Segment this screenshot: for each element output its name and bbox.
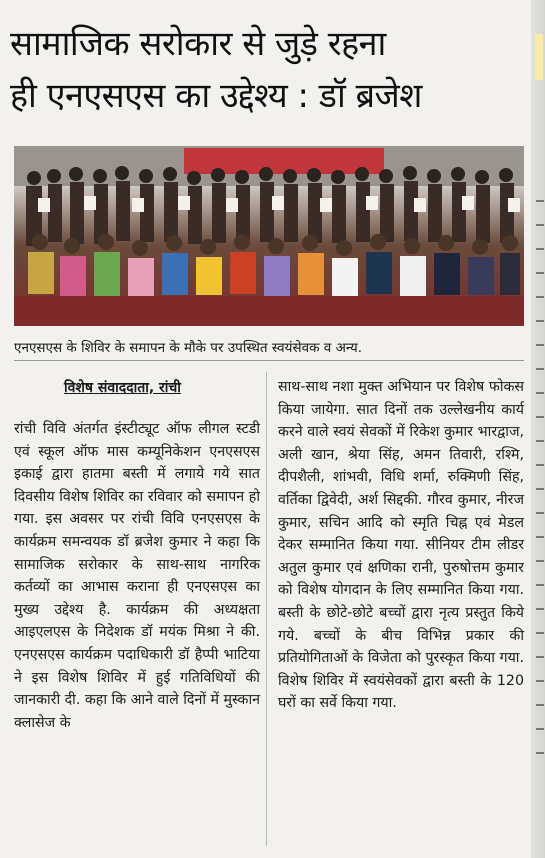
headline-line-2: ही एनएसएस का उद्देश्य : डॉ ब्रजेश [10,76,422,116]
article-body-right: साथ-साथ नशा मुक्त अभियान पर विशेष फोकस किया जायेगा. सात दिनों तक उल्लेखनीय कार्य करने वाले स्वयं सेवकों में रिकेश कुमार भारद्वाज, अली खान, श्रेया सिंह, अमन तिवारी, रश्मि, दीपशैली, शांभवी, विधि शर्मा, रुक्मिणी सिंह, वर्तिका द्विवेदी, अर्श सिद्दकी. गौरव कुमार, नीरज कुमार, सचिन आदि को स्मृति चिह्न एवं मेडल देकर सम्मानित किया गया. सीनियर टीम लीडर अतुल कुमार एवं क्षणिका रानी, पुरुषोत्तम कुमार को विशेष योगदान के लिए सम्मानित किया गया. बस्ती के छोटे-छोटे बच्चों द्वारा नृत्य प्रस्तुत किये गये. बच्चों के बीच विभिन्न प्रकार की प्रतियोगिताओं के विजेता को पुरस्कृत किया गया. विशेष शिविर में स्वयंसेवकों द्वारा बस्ती के 120 घरों का सर्वे किया गया. [278,379,524,712]
byline: विशेष संवाददाता, रांची [64,380,181,396]
headline [10,18,530,122]
headline-line-1: सामाजिक सरोकार से जुड़े रहना [10,24,386,64]
adjacent-page-tab [535,34,543,80]
group-photo-image [14,146,524,326]
adjacent-page-text-fragments [534,200,544,776]
adjacent-page-edge [531,0,545,858]
caption-divider [14,360,524,361]
article-column-left [14,418,260,734]
article-body-left: रांची विवि अंतर्गत इंस्टीट्यूट ऑफ लीगल स्टडी एवं स्कूल ऑफ मास कम्यूनिकेशन एनएसएस इकाई द्वारा हातमा बस्ती में लगाये गये सात दिवसीय विशेष शिविर का रविवार को समापन हो गया. इस अवसर पर रांची विवि एनएसएस के कार्यक्रम समन्वयक डॉ ब्रजेश कुमार ने कहा कि सामाजिक सरोकार के साथ-साथ नागरिक कर्तव्यों का आभास कराना ही एनएसएस का मुख्य उद्देश्य है. कार्यक्रम की अध्यक्षता आइएलएस के निदेशक डॉ मयंक मिश्रा ने की. एनएसएस कार्यक्रम पदाधिकारी डॉ हैप्पी भाटिया ने इस विशेष शिविर में हुई गतिविधियों की जानकारी दी. कहा कि आने वाले दिनों में मुस्कान क्लासेज के [14,421,260,731]
column-divider [266,372,267,846]
article-column-right [278,376,524,715]
photo-caption: एनएसएस के शिविर के समापन के मौके पर उपस्थित स्वयंसेवक व अन्य. [14,340,363,356]
